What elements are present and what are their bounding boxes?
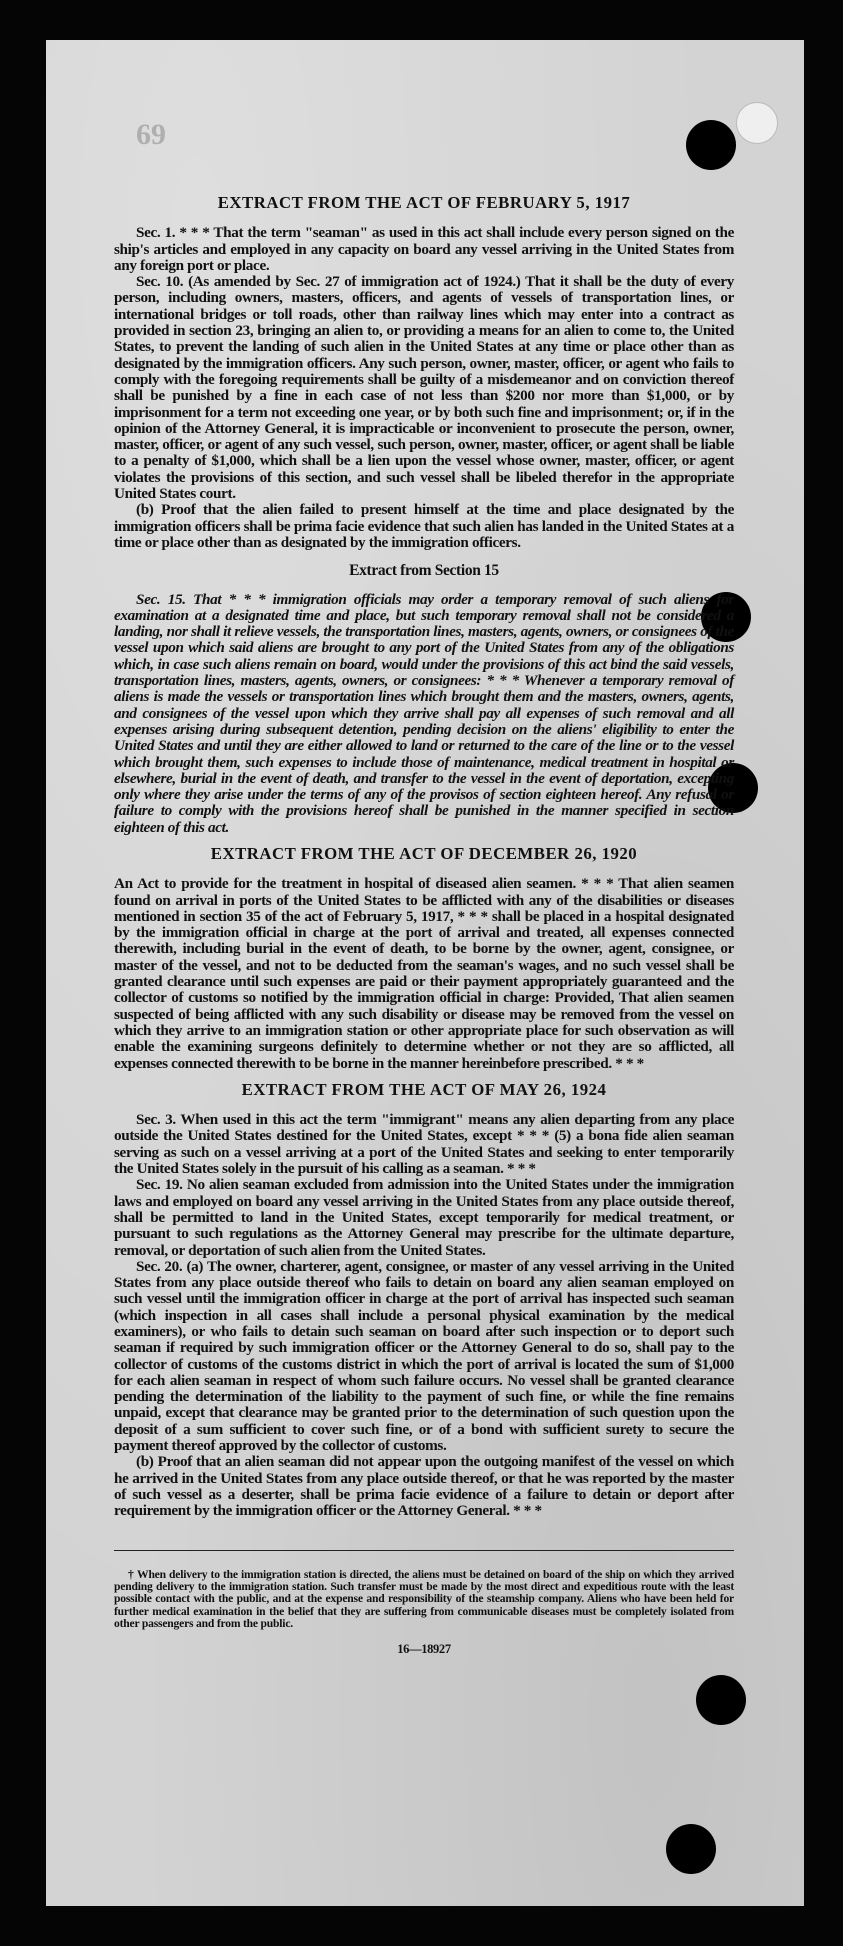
paragraph-sec-3: Sec. 3. When used in this act the term "immigrant" means any alien departing from any place outside the United States destined for the United States, except * * * (5) a bona fide alien seaman serving as such on a vessel arriving at a port of the United States and seeking to enter temporarily the United States solely in the pursuit of his calling as a seaman. * * * (114, 1111, 734, 1178)
heading-act-1917: EXTRACT FROM THE ACT OF FEBRUARY 5, 1917 (217, 193, 631, 212)
document-page (46, 40, 804, 1906)
paragraph-sec-15: Sec. 15. That * * * immigration officials may order a temporary removal of such aliens for examination at a designated time and place, but such temporary removal shall not be considered a landing, nor shall it relieve vessels, the transportation lines, masters, agents, owners, or consignees of the vessel upon which said aliens are brought to any port of the United States from any of the obligations which, in case such aliens remain on board, would under the provisions of this act bind the said vessels, transportation lines, masters, agents, owners, or consignees: * * * Whenever a temporary removal of aliens is made the vessels or transportation lines which brought them and the masters, owners, agents, and consignees of the vessel upon which they arrive shall pay all expenses of such removal and all expenses arising during subsequent detention, pending decision on the aliens' eligibility to enter the United States and until they are either allowed to land or returned to the care of the line or to the vessel which brought them, such expenses to include those of maintenance, medical treatment in hospital or elsewhere, burial in the event of death, and transfer to the vessel in the event of deportation, excepting only where they arise under the terms of any of the provisos of section eighteen hereof. Any refusal or failure to comply with the provisions hereof shall be punished in the manner specified in section eighteen of this act. (114, 590, 734, 836)
paragraph-sec-20: Sec. 20. (a) The owner, charterer, agent, consignee, or master of any vessel arriving in the United States from any place outside thereof who fails to detain on board any alien seaman employed on such vessel until the immigration officer in charge at the port of arrival has inspected such seaman (which inspection in all cases shall include a personal physical examination by the medical examiners), or who fails to detain such seaman on board after such inspection or to deport such seaman if required by such immigration officer or the Attorney General to do so, shall pay to the collector of customs of the customs district in which the port of arrival is located the sum of $1,000 for each alien seaman in respect of whom such failure occurs. No vessel shall be granted clearance pending the determination of the liability to the payment of such fine, or while the fine remains unpaid, except that clearance may be granted prior to the determination of such question upon the deposit of a sum sufficient to cover such fine, or of a bond with sufficient surety to secure the payment thereof approved by the collector of customs. (114, 1257, 734, 1455)
footnote (114, 1550, 734, 1631)
paragraph-sec-10: Sec. 10. (As amended by Sec. 27 of immigration act of 1924.) That it shall be the duty of every person, including owners, masters, officers, and agents of vessels of transportation lines, or international bridges or toll roads, other than railway lines which may enter into a contract as provided in section 23, bringing an alien to, or providing a means for an alien to come to, the United States, to prevent the landing of such alien in the United States at any time or place other than as designated by the immigration officers. Any such person, owner, master, officer, or agent who fails to comply with the foregoing requirements shall be guilty of a misdemeanor and on conviction thereof shall be punished by a fine in each case of not less than $200 nor more than $1,000, or by imprisonment for a term not exceeding one year, or by both such fine and imprisonment; or, if in the opinion of the Attorney General, it is impracticable or inconvenient to prosecute the person, owner, master, officer, or agent of any such vessel, such person, owner, master, officer, or agent shall be liable to a penalty of $1,000, which shall be a lien upon the vessel whose owner, master, officer, or agent violates the provisions of this section, and such vessel shall be libeled therefor in the appropriate United States court. (114, 273, 734, 503)
paragraph-act-1920: An Act to provide for the treatment in hospital of diseased alien seamen. * * * That alien seamen found on arrival in ports of the United States to be afflicted with any of the disabilities or diseases mentioned in section 35 of the act of February 5, 1917, * * * shall be placed in a hospital designated by the immigration official in charge at the port of arrival and treated, all expenses connected therewith, including burial in the event of death, to be borne by the owner, agent, consignee, or master of the vessel, and not to be deducted from the seaman's wages, and no such vessel shall be granted clearance until such expenses are paid or their payment appropriately guaranteed and the collector of customs so notified by the immigration official in charge: Provided, That alien seamen suspected of being afflicted with any such disability or disease may be removed from the vessel on which they arrive to an immigration station or other appropriate place for such observation as will enable the examining surgeons definitely to determine whether or not they are so afflicted, all expenses connected therewith to be borne in the manner hereinbefore prescribed. * * * (114, 875, 734, 1072)
paragraph-sec-10-b: (b) Proof that the alien failed to present himself at the time and place designated by the immigration officers shall be prima facie evidence that such alien has landed in the United States at a time or place other than as designated by the immigration officers. (114, 501, 734, 551)
paragraph-sec-20-b: (b) Proof that an alien seaman did not appear upon the outgoing manifest of the vessel on which he arrived in the United States from any place outside thereof, or that he was reported by the master of such vessel as a deserter, shall be prima facie evidence of a failure to detain or deport after requirement by the immigration officer or the Attorney General. * * * (114, 1453, 734, 1520)
document-text (114, 185, 734, 1657)
subheading-section-15: Extract from Section 15 (349, 562, 499, 580)
punch-hole (686, 120, 736, 170)
paragraph-sec-1: Sec. 1. * * * That the term "seaman" as used in this act shall include every person signed on the ship's articles and employed in any capacity on board any vessel arriving in the United States from any foreign port or place. (114, 224, 734, 274)
punch-hole-light (736, 102, 778, 144)
heading-act-1924: EXTRACT FROM THE ACT OF MAY 26, 1924 (241, 1079, 607, 1099)
punch-hole (666, 1824, 716, 1874)
faint-stamp: 69 (136, 118, 166, 151)
punch-hole (696, 1675, 746, 1725)
page-number: 16—18927 (397, 1641, 451, 1656)
paragraph-sec-19: Sec. 19. No alien seaman excluded from admission into the United States under the immigration laws and employed on board any vessel arriving in the United States from any place outside thereof, shall be permitted to land in the United States, except temporarily for medical treatment, or pursuant to such regulations as the Attorney General may prescribe for the ultimate departure, removal, or deportation of such alien from the United States. (114, 1176, 734, 1259)
heading-act-1920: EXTRACT FROM THE ACT OF DECEMBER 26, 1920 (210, 843, 638, 863)
footnote-text: † When delivery to the immigration station is directed, the aliens must be detained on board of the ship on which they arrived pending delivery to the immigration station. Such transfer must be made by the most direct and expeditious route with the least possible contact with the public, and at the expense and responsibility of the steamship company. Aliens who have been held for further medical examination in the belief that they are suffering from communicable diseases must be completely isolated from other passengers and from the public. (114, 1567, 734, 1631)
